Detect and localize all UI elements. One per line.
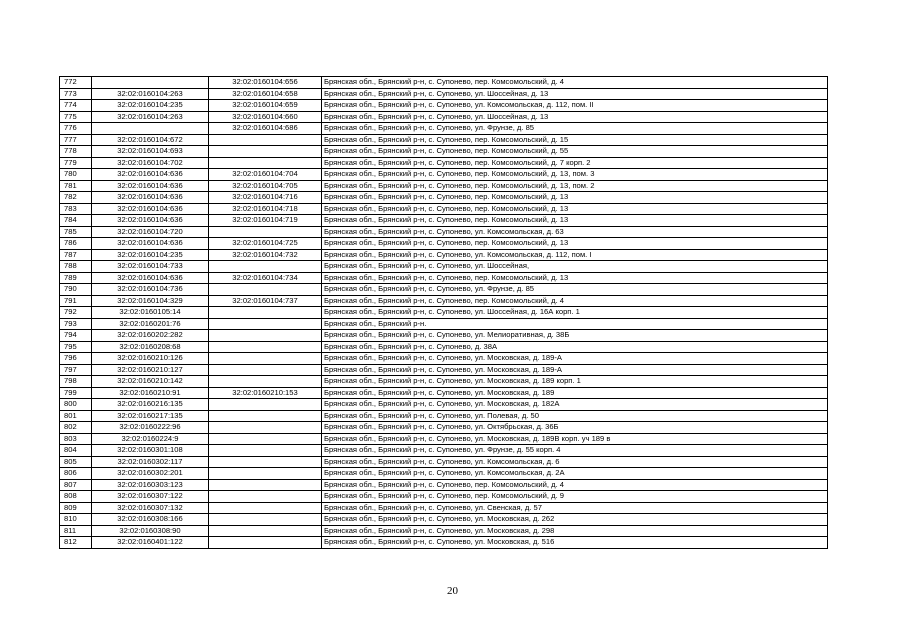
new-cadastral-number-cell [209, 433, 322, 445]
row-number-cell: 806 [60, 468, 92, 480]
table-row [60, 203, 828, 215]
old-cadastral-number-cell: 32:02:0160104:263 [92, 88, 209, 100]
new-cadastral-number-cell: 32:02:0160104:732 [209, 249, 322, 261]
table-row [60, 284, 828, 296]
table-row [60, 238, 828, 250]
old-cadastral-number-cell: 32:02:0160104:672 [92, 134, 209, 146]
address-cell: Брянская обл., Брянский р-н, с. Супонево, пер. Комсомольский, д. 13 [322, 215, 828, 227]
row-number-cell: 782 [60, 192, 92, 204]
row-number-cell: 797 [60, 364, 92, 376]
new-cadastral-number-cell: 32:02:0160104:718 [209, 203, 322, 215]
address-cell: Брянская обл., Брянский р-н, с. Супонево, пер. Комсомольский, д. 13 [322, 203, 828, 215]
old-cadastral-number-cell: 32:02:0160308:90 [92, 525, 209, 537]
row-number-cell: 785 [60, 226, 92, 238]
address-cell: Брянская обл., Брянский р-н, с. Супонево, пер. Комсомольский, д. 13 [322, 238, 828, 250]
address-cell: Брянская обл., Брянский р-н. [322, 318, 828, 330]
row-number-cell: 780 [60, 169, 92, 181]
table-row [60, 410, 828, 422]
row-number-cell: 804 [60, 445, 92, 457]
table-row [60, 330, 828, 342]
old-cadastral-number-cell [92, 123, 209, 135]
address-cell: Брянская обл., Брянский р-н, с. Супонево, пер. Комсомольский, д. 15 [322, 134, 828, 146]
row-number-cell: 781 [60, 180, 92, 192]
address-cell: Брянская обл., Брянский р-н, с. Супонево, ул. Фрунзе, д. 85 [322, 284, 828, 296]
row-number-cell: 788 [60, 261, 92, 273]
row-number-cell: 783 [60, 203, 92, 215]
new-cadastral-number-cell [209, 445, 322, 457]
new-cadastral-number-cell: 32:02:0160104:734 [209, 272, 322, 284]
row-number-cell: 794 [60, 330, 92, 342]
new-cadastral-number-cell [209, 491, 322, 503]
address-cell: Брянская обл., Брянский р-н, с. Супонево, ул. Комсомольская, д. 112, пом. I [322, 249, 828, 261]
old-cadastral-number-cell: 32:02:0160210:142 [92, 376, 209, 388]
new-cadastral-number-cell: 32:02:0160104:705 [209, 180, 322, 192]
row-number-cell: 774 [60, 100, 92, 112]
address-cell: Брянская обл., Брянский р-н, с. Супонево, ул. Комсомольская, д. 2А [322, 468, 828, 480]
table-row [60, 353, 828, 365]
address-cell: Брянская обл., Брянский р-н, с. Супонево, ул. Октябрьская, д. 36Б [322, 422, 828, 434]
new-cadastral-number-cell [209, 479, 322, 491]
table-row [60, 364, 828, 376]
table-row [60, 123, 828, 135]
table-row [60, 111, 828, 123]
address-cell: Брянская обл., Брянский р-н, с. Супонево, пер. Комсомольский, д. 13, пом. 2 [322, 180, 828, 192]
new-cadastral-number-cell: 32:02:0160104:719 [209, 215, 322, 227]
table-row [60, 157, 828, 169]
old-cadastral-number-cell: 32:02:0160104:693 [92, 146, 209, 158]
old-cadastral-number-cell: 32:02:0160210:126 [92, 353, 209, 365]
new-cadastral-number-cell [209, 261, 322, 273]
row-number-cell: 778 [60, 146, 92, 158]
address-cell: Брянская обл., Брянский р-н, с. Супонево, ул. Московская, д. 189В корп. уч 189 в [322, 433, 828, 445]
row-number-cell: 805 [60, 456, 92, 468]
row-number-cell: 796 [60, 353, 92, 365]
table-row [60, 318, 828, 330]
address-cell: Брянская обл., Брянский р-н, с. Супонево, ул. Московская, д. 298 [322, 525, 828, 537]
new-cadastral-number-cell: 32:02:0160104:716 [209, 192, 322, 204]
table-row [60, 525, 828, 537]
new-cadastral-number-cell [209, 284, 322, 296]
old-cadastral-number-cell: 32:02:0160201:76 [92, 318, 209, 330]
table-body [60, 77, 828, 549]
address-cell: Брянская обл., Брянский р-н, с. Супонево, ул. Комсомольская, д. 112, пом. II [322, 100, 828, 112]
address-cell: Брянская обл., Брянский р-н, с. Супонево, ул. Шоссейная, д. 13 [322, 88, 828, 100]
old-cadastral-number-cell: 32:02:0160104:636 [92, 192, 209, 204]
old-cadastral-number-cell: 32:02:0160302:117 [92, 456, 209, 468]
row-number-cell: 812 [60, 537, 92, 549]
old-cadastral-number-cell: 32:02:0160104:636 [92, 180, 209, 192]
new-cadastral-number-cell: 32:02:0160104:658 [209, 88, 322, 100]
address-cell: Брянская обл., Брянский р-н, с. Супонево, ул. Московская, д. 189-А [322, 353, 828, 365]
old-cadastral-number-cell: 32:02:0160104:235 [92, 249, 209, 261]
old-cadastral-number-cell [92, 77, 209, 89]
address-cell: Брянская обл., Брянский р-н, с. Супонево, пер. Комсомольский, д. 55 [322, 146, 828, 158]
address-cell: Брянская обл., Брянский р-н, с. Супонево, ул. Московская, д. 182А [322, 399, 828, 411]
new-cadastral-number-cell [209, 318, 322, 330]
table-row [60, 433, 828, 445]
old-cadastral-number-cell: 32:02:0160307:132 [92, 502, 209, 514]
table-row [60, 272, 828, 284]
new-cadastral-number-cell [209, 330, 322, 342]
new-cadastral-number-cell: 32:02:0160104:704 [209, 169, 322, 181]
address-cell: Брянская обл., Брянский р-н, с. Супонево, пер. Комсомольский, д. 4 [322, 479, 828, 491]
address-cell: Брянская обл., Брянский р-н, с. Супонево, ул. Фрунзе, д. 55 корп. 4 [322, 445, 828, 457]
row-number-cell: 776 [60, 123, 92, 135]
table-row [60, 399, 828, 411]
table-row [60, 88, 828, 100]
address-cell: Брянская обл., Брянский р-н, с. Супонево, ул. Московская, д. 516 [322, 537, 828, 549]
address-cell: Брянская обл., Брянский р-н, с. Супонево, ул. Шоссейная, д. 16А корп. 1 [322, 307, 828, 319]
old-cadastral-number-cell: 32:02:0160104:263 [92, 111, 209, 123]
new-cadastral-number-cell: 32:02:0160104:656 [209, 77, 322, 89]
old-cadastral-number-cell: 32:02:0160307:122 [92, 491, 209, 503]
row-number-cell: 808 [60, 491, 92, 503]
old-cadastral-number-cell: 32:02:0160104:636 [92, 238, 209, 250]
table-row [60, 295, 828, 307]
row-number-cell: 777 [60, 134, 92, 146]
row-number-cell: 786 [60, 238, 92, 250]
table-row [60, 180, 828, 192]
new-cadastral-number-cell: 32:02:0160210:153 [209, 387, 322, 399]
old-cadastral-number-cell: 32:02:0160104:235 [92, 100, 209, 112]
address-cell: Брянская обл., Брянский р-н, с. Супонево, ул. Комсомольская, д. 63 [322, 226, 828, 238]
new-cadastral-number-cell [209, 341, 322, 353]
row-number-cell: 775 [60, 111, 92, 123]
address-cell: Брянская обл., Брянский р-н, с. Супонево, пер. Комсомольский, д. 13 [322, 272, 828, 284]
row-number-cell: 790 [60, 284, 92, 296]
row-number-cell: 795 [60, 341, 92, 353]
new-cadastral-number-cell [209, 456, 322, 468]
row-number-cell: 791 [60, 295, 92, 307]
address-cell: Брянская обл., Брянский р-н, с. Супонево, ул. Московская, д. 189 корп. 1 [322, 376, 828, 388]
row-number-cell: 810 [60, 514, 92, 526]
new-cadastral-number-cell [209, 502, 322, 514]
table-row [60, 422, 828, 434]
new-cadastral-number-cell [209, 376, 322, 388]
new-cadastral-number-cell: 32:02:0160104:660 [209, 111, 322, 123]
address-cell: Брянская обл., Брянский р-н, с. Супонево, пер. Комсомольский, д. 4 [322, 77, 828, 89]
table-row [60, 77, 828, 89]
address-cell: Брянская обл., Брянский р-н, с. Супонево, ул. Комсомольская, д. 6 [322, 456, 828, 468]
old-cadastral-number-cell: 32:02:0160104:636 [92, 203, 209, 215]
table-row [60, 514, 828, 526]
row-number-cell: 801 [60, 410, 92, 422]
old-cadastral-number-cell: 32:02:0160104:329 [92, 295, 209, 307]
old-cadastral-number-cell: 32:02:0160104:733 [92, 261, 209, 273]
row-number-cell: 803 [60, 433, 92, 445]
page-number: 20 [447, 585, 458, 597]
old-cadastral-number-cell: 32:02:0160301:108 [92, 445, 209, 457]
address-cell: Брянская обл., Брянский р-н, с. Супонево, ул. Мелиоративная, д. 38Б [322, 330, 828, 342]
old-cadastral-number-cell: 32:02:0160222:96 [92, 422, 209, 434]
address-cell: Брянская обл., Брянский р-н, с. Супонево, ул. Шоссейная, д. 13 [322, 111, 828, 123]
new-cadastral-number-cell [209, 399, 322, 411]
row-number-cell: 779 [60, 157, 92, 169]
row-number-cell: 773 [60, 88, 92, 100]
old-cadastral-number-cell: 32:02:0160308:166 [92, 514, 209, 526]
table-row [60, 100, 828, 112]
table-row [60, 491, 828, 503]
table-row [60, 468, 828, 480]
table-row [60, 456, 828, 468]
row-number-cell: 789 [60, 272, 92, 284]
table-row [60, 261, 828, 273]
table-row [60, 537, 828, 549]
new-cadastral-number-cell: 32:02:0160104:737 [209, 295, 322, 307]
new-cadastral-number-cell: 32:02:0160104:686 [209, 123, 322, 135]
row-number-cell: 799 [60, 387, 92, 399]
data-table [59, 76, 828, 549]
new-cadastral-number-cell [209, 134, 322, 146]
address-cell: Брянская обл., Брянский р-н, с. Супонево, пер. Комсомольский, д. 4 [322, 295, 828, 307]
table-row [60, 445, 828, 457]
table-row [60, 215, 828, 227]
row-number-cell: 798 [60, 376, 92, 388]
old-cadastral-number-cell: 32:02:0160104:636 [92, 215, 209, 227]
address-cell: Брянская обл., Брянский р-н, с. Супонево, ул. Полевая, д. 50 [322, 410, 828, 422]
address-cell: Брянская обл., Брянский р-н, с. Супонево, ул. Свенская, д. 57 [322, 502, 828, 514]
address-cell: Брянская обл., Брянский р-н, с. Супонево, ул. Фрунзе, д. 85 [322, 123, 828, 135]
old-cadastral-number-cell: 32:02:0160303:123 [92, 479, 209, 491]
table-row [60, 146, 828, 158]
new-cadastral-number-cell [209, 514, 322, 526]
table-row [60, 249, 828, 261]
old-cadastral-number-cell: 32:02:0160104:736 [92, 284, 209, 296]
address-cell: Брянская обл., Брянский р-н, с. Супонево, ул. Московская, д. 189-А [322, 364, 828, 376]
old-cadastral-number-cell: 32:02:0160224:9 [92, 433, 209, 445]
new-cadastral-number-cell [209, 364, 322, 376]
table-row [60, 226, 828, 238]
old-cadastral-number-cell: 32:02:0160104:636 [92, 272, 209, 284]
address-cell: Брянская обл., Брянский р-н, с. Супонево, ул. Шоссейная, [322, 261, 828, 273]
new-cadastral-number-cell [209, 226, 322, 238]
table-row [60, 307, 828, 319]
row-number-cell: 811 [60, 525, 92, 537]
table-row [60, 341, 828, 353]
old-cadastral-number-cell: 32:02:0160302:201 [92, 468, 209, 480]
new-cadastral-number-cell [209, 468, 322, 480]
address-cell: Брянская обл., Брянский р-н, с. Супонево, ул. Московская, д. 262 [322, 514, 828, 526]
new-cadastral-number-cell [209, 537, 322, 549]
address-cell: Брянская обл., Брянский р-н, с. Супонево, пер. Комсомольский, д. 7 корп. 2 [322, 157, 828, 169]
old-cadastral-number-cell: 32:02:0160401:122 [92, 537, 209, 549]
old-cadastral-number-cell: 32:02:0160104:702 [92, 157, 209, 169]
new-cadastral-number-cell [209, 422, 322, 434]
old-cadastral-number-cell: 32:02:0160104:636 [92, 169, 209, 181]
new-cadastral-number-cell [209, 307, 322, 319]
table-row [60, 169, 828, 181]
row-number-cell: 792 [60, 307, 92, 319]
old-cadastral-number-cell: 32:02:0160216:135 [92, 399, 209, 411]
old-cadastral-number-cell: 32:02:0160104:720 [92, 226, 209, 238]
old-cadastral-number-cell: 32:02:0160105:14 [92, 307, 209, 319]
new-cadastral-number-cell [209, 146, 322, 158]
table-row [60, 192, 828, 204]
row-number-cell: 772 [60, 77, 92, 89]
table-row [60, 479, 828, 491]
new-cadastral-number-cell: 32:02:0160104:725 [209, 238, 322, 250]
row-number-cell: 809 [60, 502, 92, 514]
old-cadastral-number-cell: 32:02:0160202:282 [92, 330, 209, 342]
row-number-cell: 784 [60, 215, 92, 227]
table-row [60, 376, 828, 388]
old-cadastral-number-cell: 32:02:0160208:68 [92, 341, 209, 353]
address-cell: Брянская обл., Брянский р-н, с. Супонево, пер. Комсомольский, д. 13 [322, 192, 828, 204]
old-cadastral-number-cell: 32:02:0160217:135 [92, 410, 209, 422]
new-cadastral-number-cell [209, 157, 322, 169]
old-cadastral-number-cell: 32:02:0160210:127 [92, 364, 209, 376]
table-row [60, 134, 828, 146]
row-number-cell: 802 [60, 422, 92, 434]
new-cadastral-number-cell [209, 525, 322, 537]
table-row [60, 387, 828, 399]
new-cadastral-number-cell: 32:02:0160104:659 [209, 100, 322, 112]
table-row [60, 502, 828, 514]
new-cadastral-number-cell [209, 410, 322, 422]
row-number-cell: 800 [60, 399, 92, 411]
address-cell: Брянская обл., Брянский р-н, с. Супонево, д. 38А [322, 341, 828, 353]
address-cell: Брянская обл., Брянский р-н, с. Супонево, ул. Московская, д. 189 [322, 387, 828, 399]
address-cell: Брянская обл., Брянский р-н, с. Супонево, пер. Комсомольский, д. 13, пом. 3 [322, 169, 828, 181]
row-number-cell: 793 [60, 318, 92, 330]
row-number-cell: 807 [60, 479, 92, 491]
row-number-cell: 787 [60, 249, 92, 261]
new-cadastral-number-cell [209, 353, 322, 365]
address-cell: Брянская обл., Брянский р-н, с. Супонево, пер. Комсомольский, д. 9 [322, 491, 828, 503]
old-cadastral-number-cell: 32:02:0160210:91 [92, 387, 209, 399]
